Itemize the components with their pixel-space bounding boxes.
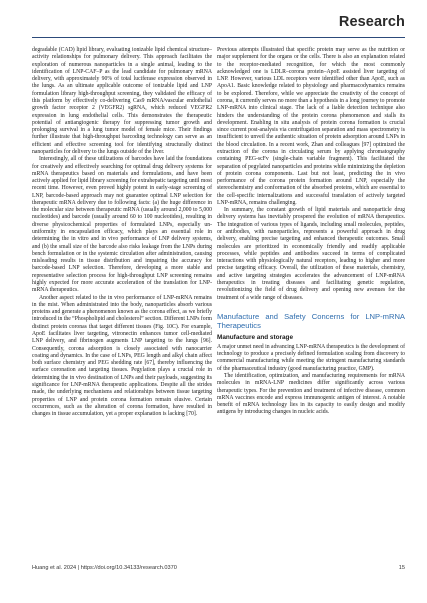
right-column <box>217 47 405 417</box>
header-rule <box>32 37 405 38</box>
left-column <box>32 47 212 418</box>
sub-heading: Manufacture and storage <box>217 333 293 341</box>
body-paragraph: degradable (CAD) lipid library, evaluating ionizable lipid chemical structure–activity relationships for pulmonary delivery. This approach facilitates the exploration of numerous nanoparticles in a single animal, leading to the identification of LNP-CAF–P as the lead candidate for pulmonary mRNA delivery, with approximately 90% of total luciferase expression observed in the lungs. As an ultimate applicable outcome of ionizable lipid and LNP formulation library high-throughput screening, they validated the efficacy of this platform by effectively co-delivering Cas9 mRNA/vascular endothelial growth factor receptor 2 (VEGFR2) sgRNA, which reduced VEGFR2 expression in lung endothelial cells. This demonstrates the therapeutic potential of antiangiogenic therapy for suppressing tumor growth and prolonging survival in a lung tumor model of female mice. Their findings further illustrate that high-throughput barcoding technology can serve as an efficient and effective screening tool for identifying structurally distinct nanoparticles for delivery to the lungs outside of the liver. <box>32 47 212 155</box>
body-paragraph: Previous attempts illustrated that specific protein may serve as the nutrition or major supplement for the organs or the cells. There is also an explanation related to the receptor-mediated recognition, for which the most commonly acknowledged one is LDLR–corona protein–ApoE assisted liver targeting of LNP. However, various LDL receptors were identified other than ApoE, such as ApoA1. Basic knowledge related to physiology and pharmacodynamics remains to be explored. Therefore, while we appreciate the creativity of the concept of corona, it currently serves no more than a hypothesis in a long journey to promote LNP-mRNA into clinical stage. The lack of a liable detection technique also hinders the understanding of the protein corona phenomenon and stalls its development. Enabling in situ analysis of protein corona formation is crucial since current post-analysis via centrifugation separation and mass spectrometry is insufficient to unveil the authentic situation of protein adsorption around LNPs in the blood circulation. In a recent work, Zhan and colleagues [97] optimized the extraction of the corona in circulating serum by applying chromatography containing PEG-scFv (single-chain variable fragment). This facilitated the separation of pegylated nanoparticles and proteins while minimizing the depletion of protein corona components. Last but not least, predicting the in vivo performance of the corona protein formation around LNP, especially the stereochemistry and conformation of the absorbed proteins, which are essential to the cell-specific internalizations and successful translation of actively targeted LNP-mRNA, remains challenging. <box>217 47 405 206</box>
body-paragraph: Interestingly, all of these utilizations of barcodes have laid the foundations for creatively and effectively searching for optimal drug delivery systems for mRNA therapeutics based on materials and formulations, and have been actively applied for lipid library screening for extrahepatic targeting until most recent time. However, even proved highly potent in early-stage screening of LNP, barcode-based approach may not guarantee optimal LNP selection for therapeutic mRNA delivery due to following facts: (a) the huge difference in the molecular size between therapeutic mRNA (usually around 2,000 to 5,000 nucleotides) and barcode (usually around 60 to 100 nucleotides), resulting in diverse physicochemical properties of formulated LNPs, especially un-uniformity in encapsulation efficacy, which plays an essential role in determining the in vitro and in vivo performance of LNP delivery systems, and (b) the small size of the barcode also risks leakage from the LNPs during bench formulation or in the systemic circulation after administration, causing misleading results in tissue distribution and impairing the accuracy for barcode-based LNP selection. Therefore, developing a more stable and representative selection process for high-throughput LNP screening remains highly expected for more accurate acceleration of the translation for LNP-mRNA therapeutics. <box>32 156 212 294</box>
journal-name: Research <box>338 14 405 30</box>
body-paragraph: In summary, the constant growth of lipid materials and nanoparticle drug delivery systems has inevitably prospered the evolution of mRNA therapeutics. The integration of various types of ligands, including small molecules, peptides, or antibodies, with nanoparticles, represents a powerful approach in drug delivery, enabling precise targeting and enhanced therapeutic outcomes. Small molecules are prioritized in economically friendly and readily applicable processes, while peptides and antibodies succeed in terms of complicated interactions with physiologically natural receptors, leading to higher and more precise targeting efficacy. Overall, the utilization of these materials, chemistry, and active targeting strategies accelerates the advancement of LNP-mRNA therapeutics in treating diseases and facilitating genetic regulation, revolutionizing the field of drug delivery and opening new avenues for the treatment of a wide range of diseases. <box>217 207 405 301</box>
body-paragraph: Another aspect related to the in vivo performance of LNP-mRNA remains in the mist. When administrated into the body, nanoparticles absorb various proteins and generate a phenomenon known as the corona effect, as we briefly introduced in the “Phospholipid and cholesterol” section. Different LNPs form distinct protein coronas that target different tissues (Fig. 10C). For example, ApoE facilitates liver targeting, vitronectin enhances tumor cell-mediated LNP delivery, and fibrinogen augments LNP targeting to the lungs [96]. Consequently, corona adsorption is closely associated with nanocarrier coating and dynamics. In the case of LNPs, PEG length and alkyl chain affect both surface chemistry and PEG shedding rate [67], thereby influencing the surface coronation and targeting tissues. Pegylation plays a crucial role in determining the in vivo destination of LNPs and their payloads, suggesting its significance for LNP-mRNA therapeutic applications. Despite all the strides made, the underlying mechanisms and relationships between tissue targeting properties of LNP and protein corona formation remain elusive. Certain occurrences, such as the alteration of corona formation, have resulted in changes in tissue accumulation, yet a proper explanation is lacking [70]. <box>32 294 212 418</box>
page-number: 15 <box>398 565 405 571</box>
section-heading: Manufacture and Safety Concerns for LNP-mRNA Therapeutics <box>217 311 405 330</box>
body-paragraph: A major unmet need in advancing LNP-mRNA therapeutics is the development of technology to produce a precisely defined formulation scaling from discovery to commercial manufacturing while meeting the stringent manufacturing standards of the pharmaceutical industry (good manufacturing practice, GMP). <box>217 343 405 372</box>
body-paragraph: The identification, optimization, and manufacturing requirements for mRNA molecules in mRNA-LNP medicines differ significantly across various therapeutic types. For the prevention and treatment of infective disease, common mRNA vaccines encode and express immunogenic antigen of interest. A notable benefit of mRNA technology lies in its capacity to easily design and modify antigens by introducing changes in nucleic acids. <box>217 372 405 416</box>
footer-citation[interactable]: Huang et al. 2024 | https://doi.org/10.34133/research.0370 <box>32 565 177 571</box>
